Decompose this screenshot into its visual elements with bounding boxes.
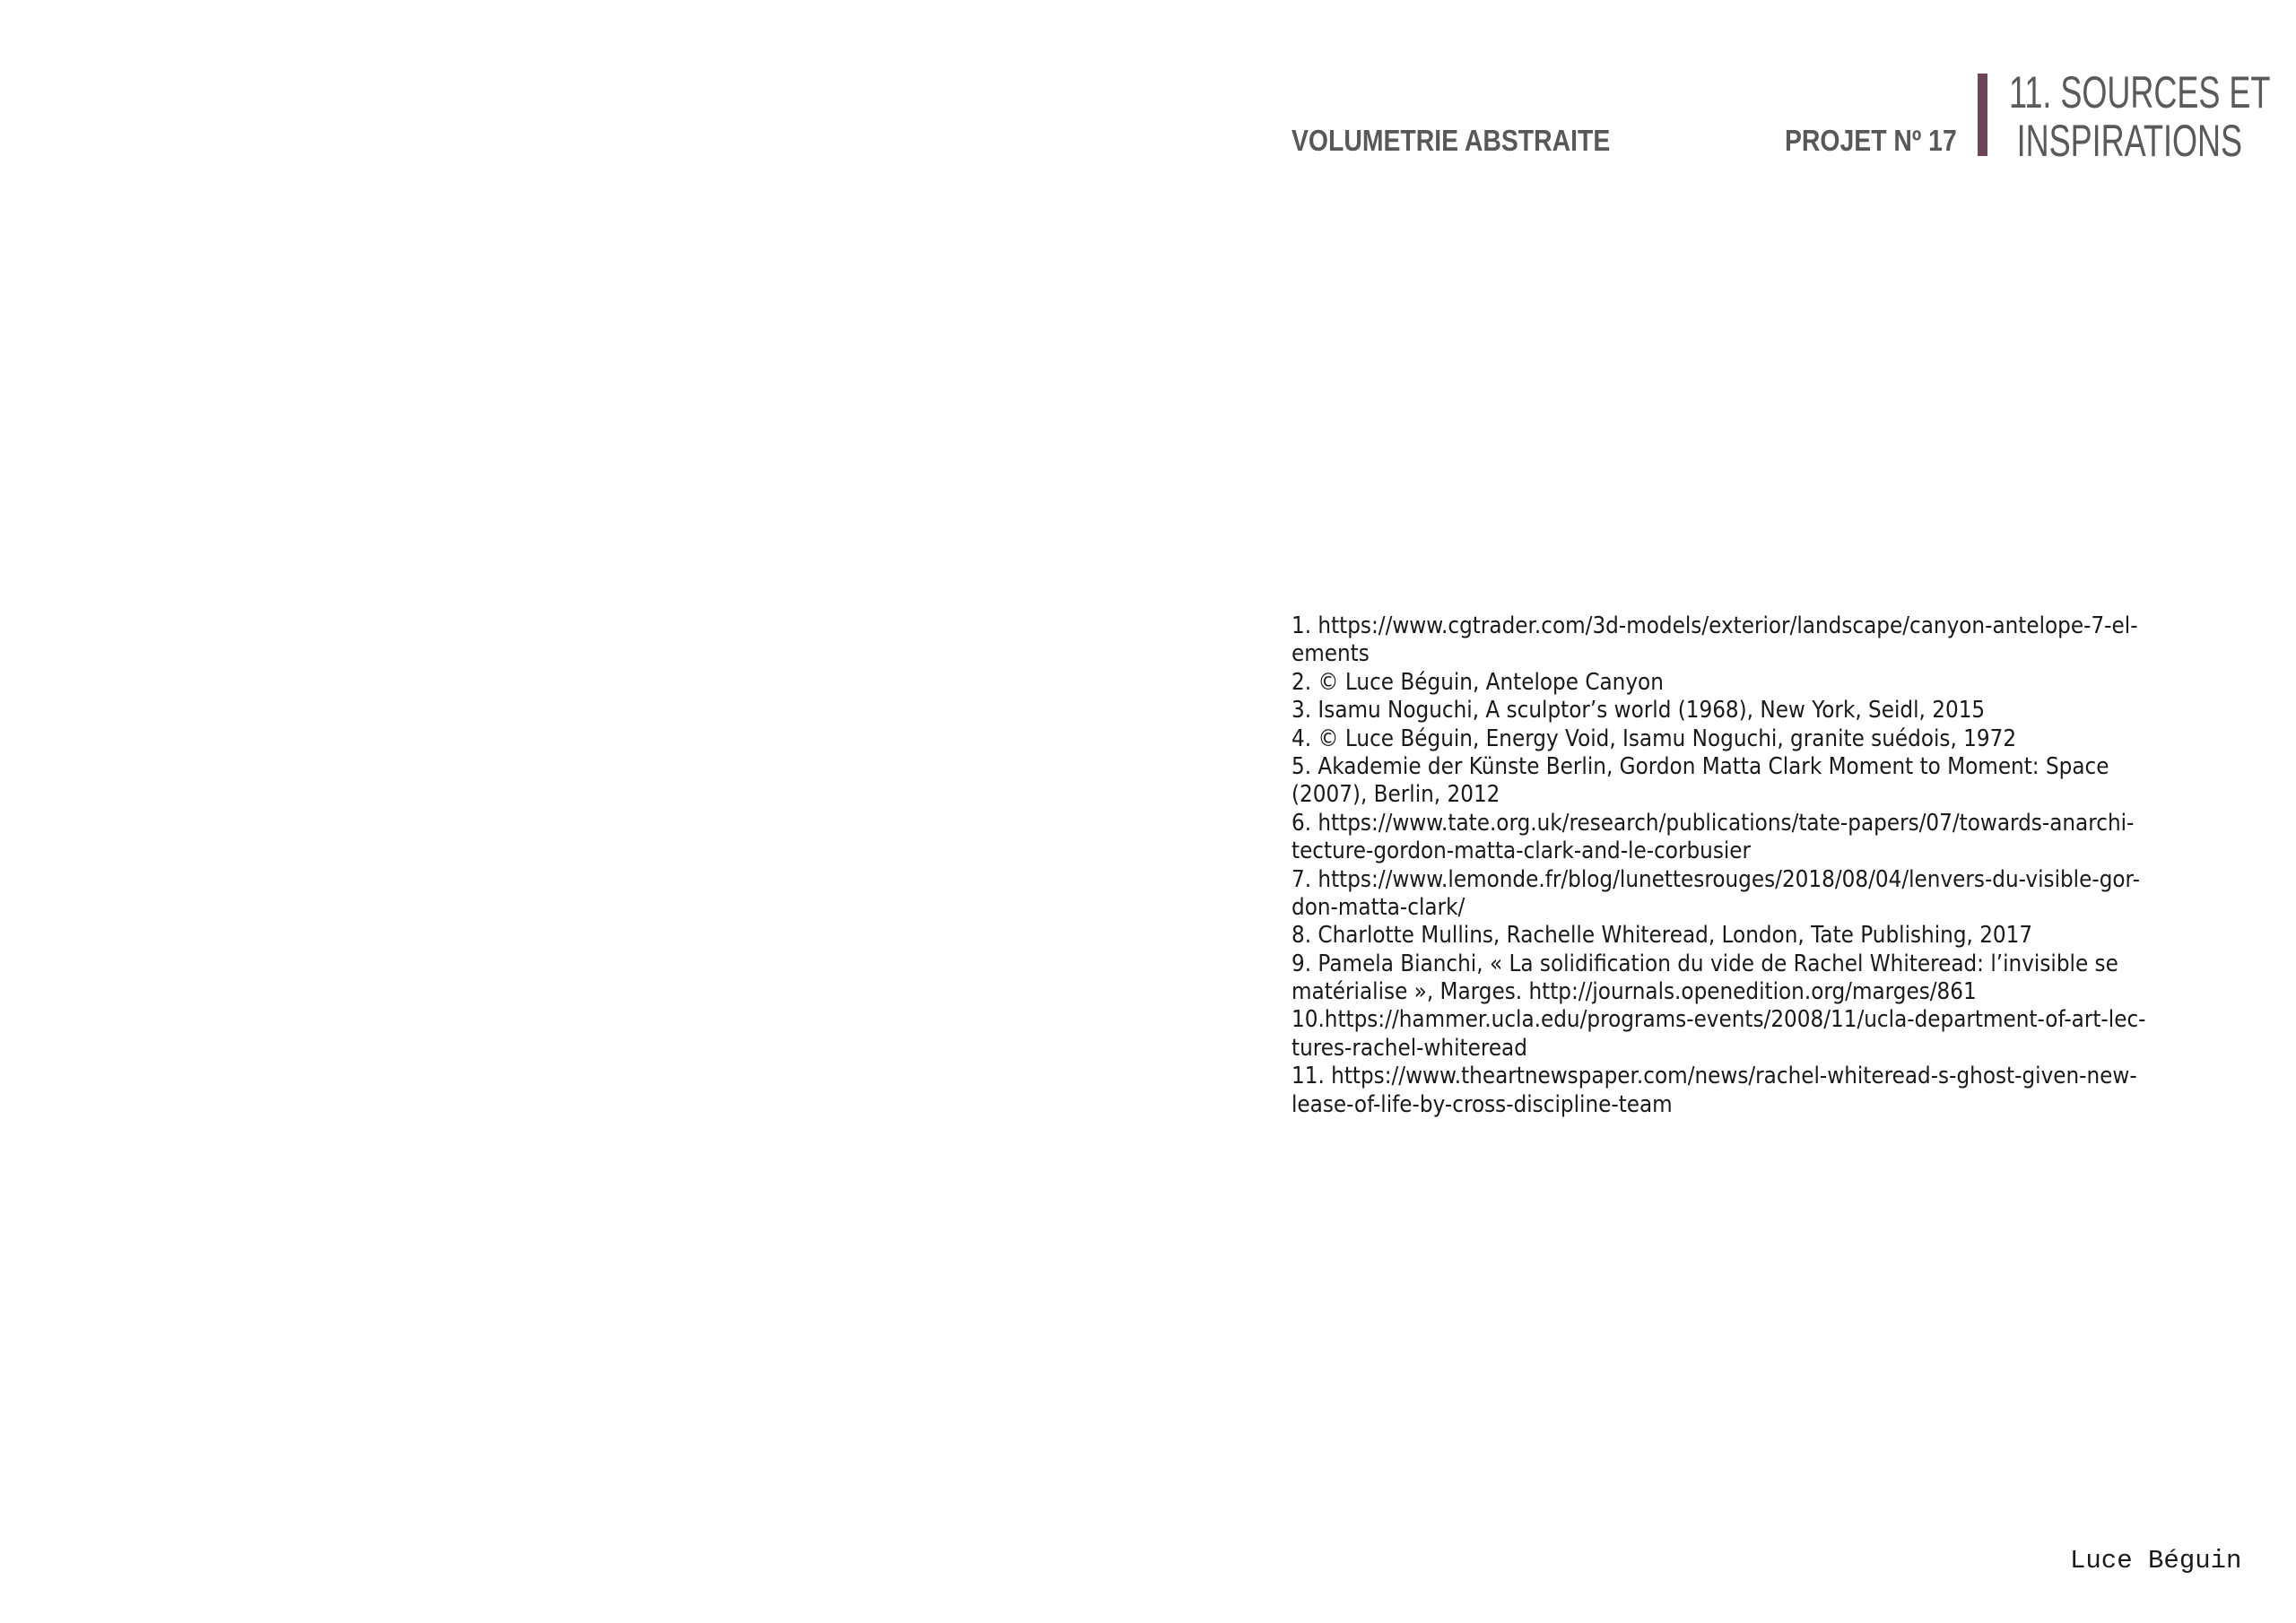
reference-line: 5. Akademie der Künste Berlin, Gordon Matta Clark Moment to Moment: Space xyxy=(1292,752,2109,780)
reference-line: 3. Isamu Noguchi, A sculptor’s world (1968), New York, Seidl, 2015 xyxy=(1292,697,1986,725)
reference-line: tures-rachel-whiteread xyxy=(1292,1034,1527,1062)
reference-line: ements xyxy=(1292,640,1370,668)
section-title xyxy=(2009,68,2270,165)
reference-line: 8. Charlotte Mullins, Rachelle Whiteread, London, Tate Publishing, 2017 xyxy=(1292,922,2033,950)
reference-line: don-matta-clark/ xyxy=(1292,893,1465,921)
project-number: PROJET Nº 17 xyxy=(1785,124,1957,157)
reference-line: 11. https://www.theartnewspaper.com/news/rachel-whiteread-s-ghost-given-new- xyxy=(1292,1063,2137,1090)
section-title-line1: 11. SOURCES ET xyxy=(2009,67,2271,117)
footer-author: Luce Béguin xyxy=(2070,1546,2242,1575)
reference-line: 1. https://www.cgtrader.com/3d-models/exterior/landscape/canyon-antelope-7-el- xyxy=(1292,612,2138,639)
section-title-line2: INSPIRATIONS xyxy=(2016,116,2243,166)
reference-line: 2. © Luce Béguin, Antelope Canyon xyxy=(1292,668,1664,696)
project-name: VOLUMETRIE ABSTRAITE xyxy=(1292,124,1611,157)
reference-line: (2007), Berlin, 2012 xyxy=(1292,781,1500,809)
reference-line: tecture-gordon-matta-clark-and-le-corbusier xyxy=(1292,838,1752,865)
references-list xyxy=(1292,612,2170,1119)
reference-line: 10.https://hammer.ucla.edu/programs-events/2008/11/ucla-department-of-art-lec- xyxy=(1292,1006,2146,1034)
reference-line: 9. Pamela Bianchi, « La solidification du vide de Rachel Whiteread: l’invisible se xyxy=(1292,950,2118,977)
reference-line: 6. https://www.tate.org.uk/research/publications/tate-papers/07/towards-anarchi- xyxy=(1292,809,2135,837)
reference-line: lease-of-life-by-cross-discipline-team xyxy=(1292,1090,1673,1118)
reference-line: 7. https://www.lemonde.fr/blog/lunettesrouges/2018/08/04/lenvers-du-visible-gor- xyxy=(1292,865,2140,893)
section-accent-bar xyxy=(1978,74,1987,156)
reference-line: matérialise », Marges. http://journals.openedition.org/marges/861 xyxy=(1292,978,1977,1006)
reference-line: 4. © Luce Béguin, Energy Void, Isamu Noguchi, granite suédois, 1972 xyxy=(1292,725,2017,752)
